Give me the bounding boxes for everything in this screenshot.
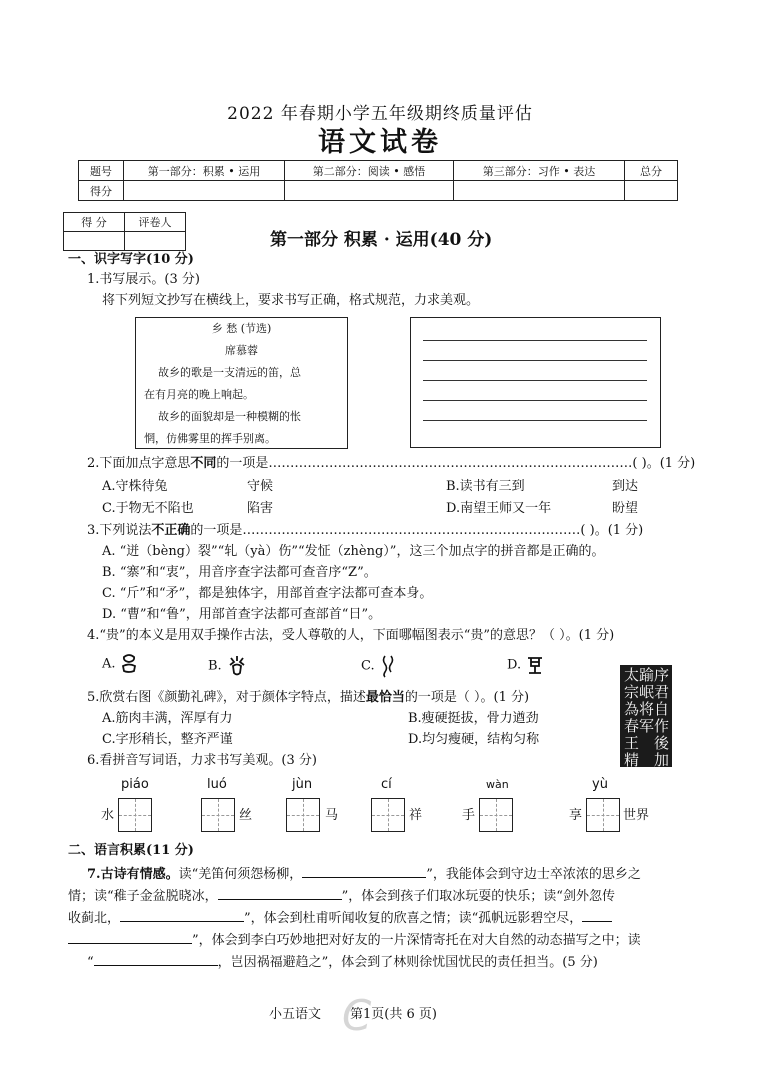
ancient-glyph-c-icon <box>379 654 397 678</box>
q6-char-xiang2: 享 <box>569 808 583 823</box>
q2-option-d[interactable]: D.南望王师又一年 <box>446 501 552 516</box>
grader-table <box>63 212 186 251</box>
ancient-glyph-b-icon <box>226 654 248 678</box>
q7-text: 收蓟北， <box>68 911 121 926</box>
answer-blank[interactable] <box>218 885 342 900</box>
q3-stem <box>87 522 643 540</box>
q2-suffix: 的一项是…………………………………………………………………………( )。(1 分) <box>216 456 696 471</box>
grader-cell[interactable] <box>125 232 186 251</box>
ancient-glyph-a-icon <box>120 654 138 674</box>
section2-heading: 二、语言积累(11 分) <box>68 843 194 858</box>
q7-line-1 <box>87 863 641 884</box>
tianzige-box[interactable] <box>201 798 235 832</box>
q7-text: ”，体会到孩子们取冰玩耍的快乐；读“剑外忽传 <box>341 889 615 904</box>
pinyin-ci: cí <box>381 777 392 792</box>
q6-char-shui: 水 <box>101 808 115 823</box>
score-table <box>78 160 678 201</box>
q1-instruction: 将下列短文抄写在横线上，要求书写正确，格式规范，力求美观。 <box>102 293 480 308</box>
exam-subtitle: 语文试卷 <box>318 127 442 158</box>
answer-blank[interactable] <box>582 907 612 922</box>
q4-option-a-label: A. <box>102 656 116 672</box>
q7-text: ，岂因祸福避趋之”，体会到了林则徐忧国忧民的责任担当。(5 分) <box>217 955 598 970</box>
q7-text: “ <box>87 955 94 970</box>
writing-line[interactable] <box>423 360 647 361</box>
ancient-glyph-d-icon <box>525 654 545 676</box>
writing-line[interactable] <box>423 420 647 421</box>
q4-option-d-label: D. <box>507 657 522 673</box>
q7-text: 情；读“稚子金盆脱晓冰， <box>68 889 218 904</box>
q6-char-ma: 马 <box>325 808 339 823</box>
copy-writing-box[interactable] <box>410 317 661 448</box>
answer-blank[interactable] <box>68 929 192 944</box>
poem-title: 乡 愁 (节选) <box>211 322 272 335</box>
q6-title: 6.看拼音写词语，力求书写美观。(3 分) <box>87 753 317 768</box>
q4-option-c[interactable] <box>361 654 397 678</box>
q7-text: 读“羌笛何须怨杨柳， <box>178 867 303 882</box>
pinyin-jun: jùn <box>292 777 313 792</box>
q3-option-d[interactable]: D. “曹”和“鲁”，用部首查字法都可查部首“日”。 <box>102 607 382 622</box>
score-table-header-1: 第一部分：积累 • 运用 <box>124 161 285 181</box>
pinyin-yu: yù <box>592 777 608 792</box>
q5-emphasis: 最恰当 <box>365 690 405 705</box>
answer-blank[interactable] <box>302 863 426 878</box>
tianzige-box[interactable] <box>286 798 320 832</box>
q2-option-c-word: 陷害 <box>247 501 274 516</box>
q7-line-4 <box>68 929 641 950</box>
q7-line-3 <box>68 907 612 928</box>
q5-option-d[interactable]: D.均匀瘦硬，结构匀称 <box>408 732 540 747</box>
q5-prefix: 5.欣赏右图《颜勤礼碑》，对于颜体字特点，描述 <box>87 690 366 705</box>
poem-line: 惘，仿佛雾里的挥手别离。 <box>144 432 276 445</box>
footer-page: 第1页(共 6 页) <box>350 1007 437 1022</box>
q1-title: 1.书写展示。(3 分) <box>87 272 200 287</box>
q7-text: ”，体会到杜甫听闻收复的欣喜之情；读“孤帆远影碧空尽， <box>244 911 583 926</box>
exam-title: 2022 年春期小学五年级期终质量评估 <box>227 104 533 124</box>
score-cell[interactable] <box>124 181 285 201</box>
q7-line-5 <box>87 951 598 972</box>
q3-option-b[interactable]: B. “寨”和“衷”，用音序查字法都可查音序“Z”。 <box>102 565 377 580</box>
q3-emphasis: 不正确 <box>151 523 191 538</box>
grader-cell[interactable] <box>64 232 125 251</box>
poem-author: 席慕蓉 <box>225 344 258 357</box>
writing-line[interactable] <box>423 380 647 381</box>
tianzige-box[interactable] <box>371 798 405 832</box>
writing-line[interactable] <box>423 340 647 341</box>
pinyin-wan: wàn <box>486 778 509 791</box>
q2-option-b-word: 到达 <box>612 479 639 494</box>
answer-blank[interactable] <box>120 907 244 922</box>
yan-qin-li-stele-image <box>620 665 672 767</box>
q7-label: 7.古诗有情感。 <box>87 867 179 882</box>
footer-subject: 小五语文 <box>269 1007 322 1022</box>
q5-suffix: 的一项是（ ）。(1 分) <box>404 690 530 705</box>
q7-line-2 <box>68 885 615 906</box>
poem-box <box>135 317 348 449</box>
calligraphy-col: 序君自作後加 <box>654 666 670 769</box>
q3-suffix: 的一项是……………………………………………………………………( )。(1 分) <box>190 523 644 538</box>
publisher-logo: C <box>342 991 372 1040</box>
tianzige-box[interactable] <box>118 798 152 832</box>
q2-option-d-word: 盼望 <box>612 501 639 516</box>
grader-name-label: 评卷人 <box>125 213 186 232</box>
pinyin-luo: luó <box>207 777 227 792</box>
q7-text: ”，我能体会到守边士卒浓浓的思乡之 <box>426 867 641 882</box>
grader-score-label: 得 分 <box>64 213 125 232</box>
score-table-header-3: 第三部分：习作 • 表达 <box>454 161 625 181</box>
q4-option-d[interactable] <box>507 654 545 676</box>
score-table-header-4: 总分 <box>625 161 678 181</box>
answer-blank[interactable] <box>94 951 218 966</box>
score-table-row-label: 得分 <box>79 181 124 201</box>
q4-option-b-label: B. <box>208 658 222 674</box>
tianzige-box[interactable] <box>479 798 513 832</box>
q5-option-b[interactable]: B.瘦硬挺拔，骨力遒劲 <box>408 711 539 726</box>
q3-prefix: 3.下列说法 <box>87 523 152 538</box>
q6-char-si: 丝 <box>239 808 253 823</box>
score-cell[interactable] <box>454 181 625 201</box>
q2-option-a-word: 守候 <box>247 479 274 494</box>
q2-option-c[interactable]: C.于物无不陷也 <box>102 501 194 516</box>
pinyin-piao: piáo <box>121 777 149 792</box>
q6-char-xiang: 祥 <box>409 808 423 823</box>
poem-line: 在有月亮的晚上响起。 <box>144 388 254 401</box>
calligraphy-col: 踰岷将军 <box>639 666 655 735</box>
poem-line: 故乡的歌是一支清远的笛，总 <box>144 366 301 379</box>
score-table-header-0: 题号 <box>79 161 124 181</box>
section1-heading: 一、识字写字(10 分) <box>68 252 194 267</box>
q4-option-c-label: C. <box>361 658 375 674</box>
q2-emphasis: 不同 <box>190 456 217 471</box>
q4-option-b[interactable] <box>208 654 248 678</box>
poem-line: 故乡的面貌却是一种模糊的怅 <box>144 410 301 423</box>
writing-line[interactable] <box>423 400 647 401</box>
score-cell[interactable] <box>285 181 454 201</box>
score-cell[interactable] <box>625 181 678 201</box>
q6-char-shou: 手 <box>462 808 476 823</box>
q5-option-c[interactable]: C.字形稍长，整齐严谨 <box>102 732 233 747</box>
q3-option-a[interactable]: A. “迸（bèng）裂”“轧（yà）伤”“发怔（zhèng）”，这三个加点字的拼音都是正确的。 <box>102 544 605 559</box>
q5-stem <box>87 689 529 707</box>
q2-stem <box>87 455 695 473</box>
q4-stem: 4.“贵”的本义是用双手操作古法，受人尊敬的人，下面哪幅图表示“贵”的意思？（ ）。(1 分) <box>87 628 615 643</box>
q3-option-c[interactable]: C. “斤”和“矛”，都是独体字，用部首查字法都可查本身。 <box>102 586 433 601</box>
q7-text: ”，体会到李白巧妙地把对好友的一片深情寄托在对大自然的动态描写之中；读 <box>192 933 641 948</box>
q4-option-a[interactable] <box>102 654 138 674</box>
q6-char-shijie: 世界 <box>623 808 650 823</box>
q2-option-b[interactable]: B.读书有三到 <box>446 479 525 494</box>
part1-heading: 第一部分 积累 · 运用(40 分) <box>270 230 493 250</box>
tianzige-box[interactable] <box>586 798 620 832</box>
q2-prefix: 2.下面加点字意思 <box>87 456 191 471</box>
q2-option-a[interactable]: A.守株待兔 <box>102 479 168 494</box>
score-table-header-2: 第二部分：阅读 • 感悟 <box>285 161 454 181</box>
q5-option-a[interactable]: A.筋肉丰满，浑厚有力 <box>102 711 233 726</box>
calligraphy-col: 太宗為春王精 <box>624 666 640 769</box>
